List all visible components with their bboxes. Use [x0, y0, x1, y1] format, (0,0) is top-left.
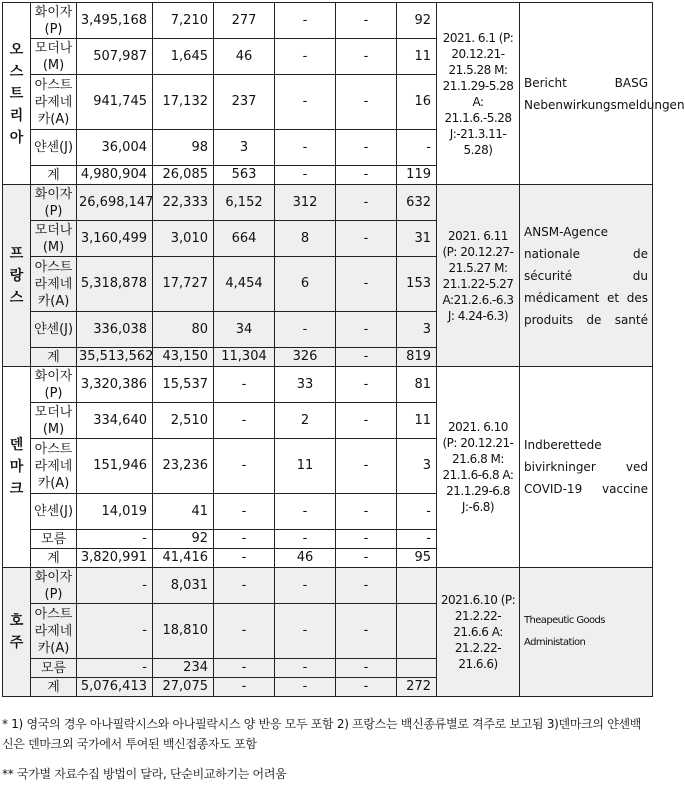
col-6-cell: 119: [397, 166, 437, 185]
doses-cell: 151,946: [77, 439, 153, 494]
vaccine-cell: 모름: [31, 659, 77, 678]
col-6-cell: -: [397, 530, 437, 549]
reports-cell: 41: [153, 494, 214, 530]
col-5-cell: -: [336, 678, 397, 697]
doses-cell: 3,320,386: [77, 367, 153, 403]
col-4-cell: 312: [275, 185, 336, 221]
col-5-cell: -: [336, 3, 397, 39]
doses-cell: -: [77, 659, 153, 678]
col-5-cell: -: [336, 604, 397, 659]
country-cell: 오스트리아: [3, 3, 31, 185]
col-6-cell: 153: [397, 257, 437, 312]
reports-cell: 98: [153, 130, 214, 166]
vaccine-cell: 아스트라제네카(A): [31, 439, 77, 494]
vaccine-cell: 아스트라제네카(A): [31, 257, 77, 312]
col-4-cell: -: [275, 568, 336, 604]
source-cell: Bericht BASG Nebenwirkungsmeldungen: [520, 3, 653, 185]
reports-cell: 17,132: [153, 75, 214, 130]
doses-cell: 336,038: [77, 312, 153, 348]
col-4-cell: -: [275, 130, 336, 166]
col-5-cell: -: [336, 403, 397, 439]
col-4-cell: -: [275, 494, 336, 530]
reports-cell: 23,236: [153, 439, 214, 494]
vaccine-cell: 모름: [31, 530, 77, 549]
doses-cell: 4,980,904: [77, 166, 153, 185]
reports-cell: 80: [153, 312, 214, 348]
col-6-cell: [397, 659, 437, 678]
col-3-cell: 277: [214, 3, 275, 39]
vaccine-cell: 모더나(M): [31, 403, 77, 439]
source-cell: ANSM-Agence nationale de sécurité du médicament et des produits de santé: [520, 185, 653, 367]
doses-cell: 507,987: [77, 39, 153, 75]
col-4-cell: -: [275, 530, 336, 549]
col-6-cell: 95: [397, 549, 437, 568]
col-3-cell: -: [214, 367, 275, 403]
reports-cell: 3,010: [153, 221, 214, 257]
col-6-cell: 11: [397, 403, 437, 439]
col-3-cell: -: [214, 549, 275, 568]
reports-cell: 1,645: [153, 39, 214, 75]
footnote-2: ** 국가별 자료수집 방법이 달라, 단순비교하기는 어려움: [2, 767, 287, 781]
col-4-cell: 2: [275, 403, 336, 439]
country-cell: 호주: [3, 568, 31, 697]
col-5-cell: -: [336, 367, 397, 403]
footnotes: [2, 714, 652, 784]
doses-cell: 334,640: [77, 403, 153, 439]
col-3-cell: -: [214, 439, 275, 494]
reports-cell: 2,510: [153, 403, 214, 439]
col-6-cell: [397, 568, 437, 604]
reports-cell: 234: [153, 659, 214, 678]
reports-cell: 22,333: [153, 185, 214, 221]
col-4-cell: 33: [275, 367, 336, 403]
table-row: [3, 185, 653, 221]
reports-cell: 26,085: [153, 166, 214, 185]
col-3-cell: 46: [214, 39, 275, 75]
col-4-cell: 6: [275, 257, 336, 312]
vaccine-cell: 화이자(P): [31, 367, 77, 403]
table-row: [3, 568, 653, 604]
col-5-cell: -: [336, 166, 397, 185]
reports-cell: 8,031: [153, 568, 214, 604]
col-6-cell: 632: [397, 185, 437, 221]
vaccine-cell: 아스트라제네카(A): [31, 75, 77, 130]
vaccine-cell: 모더나(M): [31, 221, 77, 257]
vaccine-cell: 얀센(J): [31, 494, 77, 530]
doses-cell: -: [77, 568, 153, 604]
col-6-cell: -: [397, 130, 437, 166]
period-cell: 2021. 6.11 (P: 20.12.27-21.5.27 M: 21.1.22-5.27 A:21.2.6.-6.3 J: 4.24-6.3): [437, 185, 520, 367]
col-5-cell: -: [336, 185, 397, 221]
reports-cell: 15,537: [153, 367, 214, 403]
col-4-cell: -: [275, 604, 336, 659]
col-6-cell: -: [397, 494, 437, 530]
col-3-cell: -: [214, 494, 275, 530]
col-4-cell: 46: [275, 549, 336, 568]
vaccine-cell: 계: [31, 678, 77, 697]
col-3-cell: 6,152: [214, 185, 275, 221]
col-4-cell: -: [275, 3, 336, 39]
vaccine-cell: 화이자(P): [31, 185, 77, 221]
doses-cell: 5,318,878: [77, 257, 153, 312]
reports-cell: 41,416: [153, 549, 214, 568]
col-6-cell: 3: [397, 439, 437, 494]
vaccine-cell: 아스트라제네카(A): [31, 604, 77, 659]
period-cell: 2021.6.10 (P: 21.2.22-21.6.6 A: 21.2.22-21.6.6): [437, 568, 520, 697]
country-cell: 프랑스: [3, 185, 31, 367]
reports-cell: 43,150: [153, 348, 214, 367]
col-6-cell: [397, 604, 437, 659]
col-4-cell: -: [275, 312, 336, 348]
col-4-cell: -: [275, 166, 336, 185]
col-3-cell: -: [214, 659, 275, 678]
vaccine-cell: 얀센(J): [31, 130, 77, 166]
vaccine-cell: 계: [31, 549, 77, 568]
vaccine-cell: 계: [31, 348, 77, 367]
doses-cell: 3,495,168: [77, 3, 153, 39]
col-6-cell: 31: [397, 221, 437, 257]
reports-cell: 27,075: [153, 678, 214, 697]
col-6-cell: 81: [397, 367, 437, 403]
source-cell: Theapeutic Goods Administation: [520, 568, 653, 697]
col-3-cell: 563: [214, 166, 275, 185]
col-4-cell: 326: [275, 348, 336, 367]
col-4-cell: 11: [275, 439, 336, 494]
col-6-cell: 11: [397, 39, 437, 75]
doses-cell: 941,745: [77, 75, 153, 130]
col-5-cell: -: [336, 568, 397, 604]
doses-cell: 26,698,147: [77, 185, 153, 221]
table-row: [3, 367, 653, 403]
col-3-cell: -: [214, 604, 275, 659]
col-3-cell: -: [214, 568, 275, 604]
col-5-cell: -: [336, 549, 397, 568]
vaccine-cell: 계: [31, 166, 77, 185]
col-4-cell: -: [275, 75, 336, 130]
col-5-cell: -: [336, 257, 397, 312]
vaccine-adverse-event-table: [2, 2, 685, 697]
col-4-cell: -: [275, 39, 336, 75]
col-3-cell: 4,454: [214, 257, 275, 312]
col-5-cell: -: [336, 439, 397, 494]
vaccine-cell: 모더나(M): [31, 39, 77, 75]
period-cell: 2021. 6.1 (P: 20.12.21-21.5.28 M: 21.1.29-5.28 A: 21.1.6.-5.28 J:-21.3.11-5.28): [437, 3, 520, 185]
doses-cell: -: [77, 530, 153, 549]
col-6-cell: 92: [397, 3, 437, 39]
period-cell: 2021. 6.10 (P: 20.12.21-21.6.8 M: 21.1.6-6.8 A: 21.1.29-6.8 J:-6.8): [437, 367, 520, 568]
col-5-cell: -: [336, 312, 397, 348]
doses-cell: 35,513,562: [77, 348, 153, 367]
col-4-cell: 8: [275, 221, 336, 257]
col-3-cell: -: [214, 530, 275, 549]
vaccine-cell: 얀센(J): [31, 312, 77, 348]
col-6-cell: 272: [397, 678, 437, 697]
col-5-cell: -: [336, 75, 397, 130]
col-3-cell: 237: [214, 75, 275, 130]
country-cell: 덴마크: [3, 367, 31, 568]
reports-cell: 7,210: [153, 3, 214, 39]
table-row: [3, 3, 653, 39]
col-6-cell: 819: [397, 348, 437, 367]
col-5-cell: -: [336, 530, 397, 549]
col-5-cell: -: [336, 494, 397, 530]
vaccine-cell: 화이자(P): [31, 568, 77, 604]
col-5-cell: -: [336, 130, 397, 166]
doses-cell: 14,019: [77, 494, 153, 530]
col-5-cell: -: [336, 348, 397, 367]
reports-cell: 17,727: [153, 257, 214, 312]
col-5-cell: -: [336, 221, 397, 257]
footnote-1: * 1) 영국의 경우 아나필락시스와 아나필락시스 양 반응 모두 포함 2) 프랑스는 백신종류별로 격주로 보고됨 3)덴마크의 얀센백신은 덴마크외 국가에서 투여된 백신접종자도 포함: [2, 717, 642, 751]
col-3-cell: 34: [214, 312, 275, 348]
doses-cell: 5,076,413: [77, 678, 153, 697]
col-4-cell: -: [275, 659, 336, 678]
col-3-cell: -: [214, 678, 275, 697]
source-cell: Indberettede bivirkninger ved COVID-19 vaccine: [520, 367, 653, 568]
col-5-cell: -: [336, 39, 397, 75]
col-5-cell: -: [336, 659, 397, 678]
reports-cell: 18,810: [153, 604, 214, 659]
col-3-cell: 3: [214, 130, 275, 166]
vaccine-cell: 화이자(P): [31, 3, 77, 39]
doses-cell: 36,004: [77, 130, 153, 166]
col-3-cell: 11,304: [214, 348, 275, 367]
reports-cell: 92: [153, 530, 214, 549]
col-6-cell: 3: [397, 312, 437, 348]
col-6-cell: 16: [397, 75, 437, 130]
col-3-cell: 664: [214, 221, 275, 257]
col-3-cell: -: [214, 403, 275, 439]
doses-cell: 3,820,991: [77, 549, 153, 568]
doses-cell: -: [77, 604, 153, 659]
doses-cell: 3,160,499: [77, 221, 153, 257]
col-4-cell: -: [275, 678, 336, 697]
